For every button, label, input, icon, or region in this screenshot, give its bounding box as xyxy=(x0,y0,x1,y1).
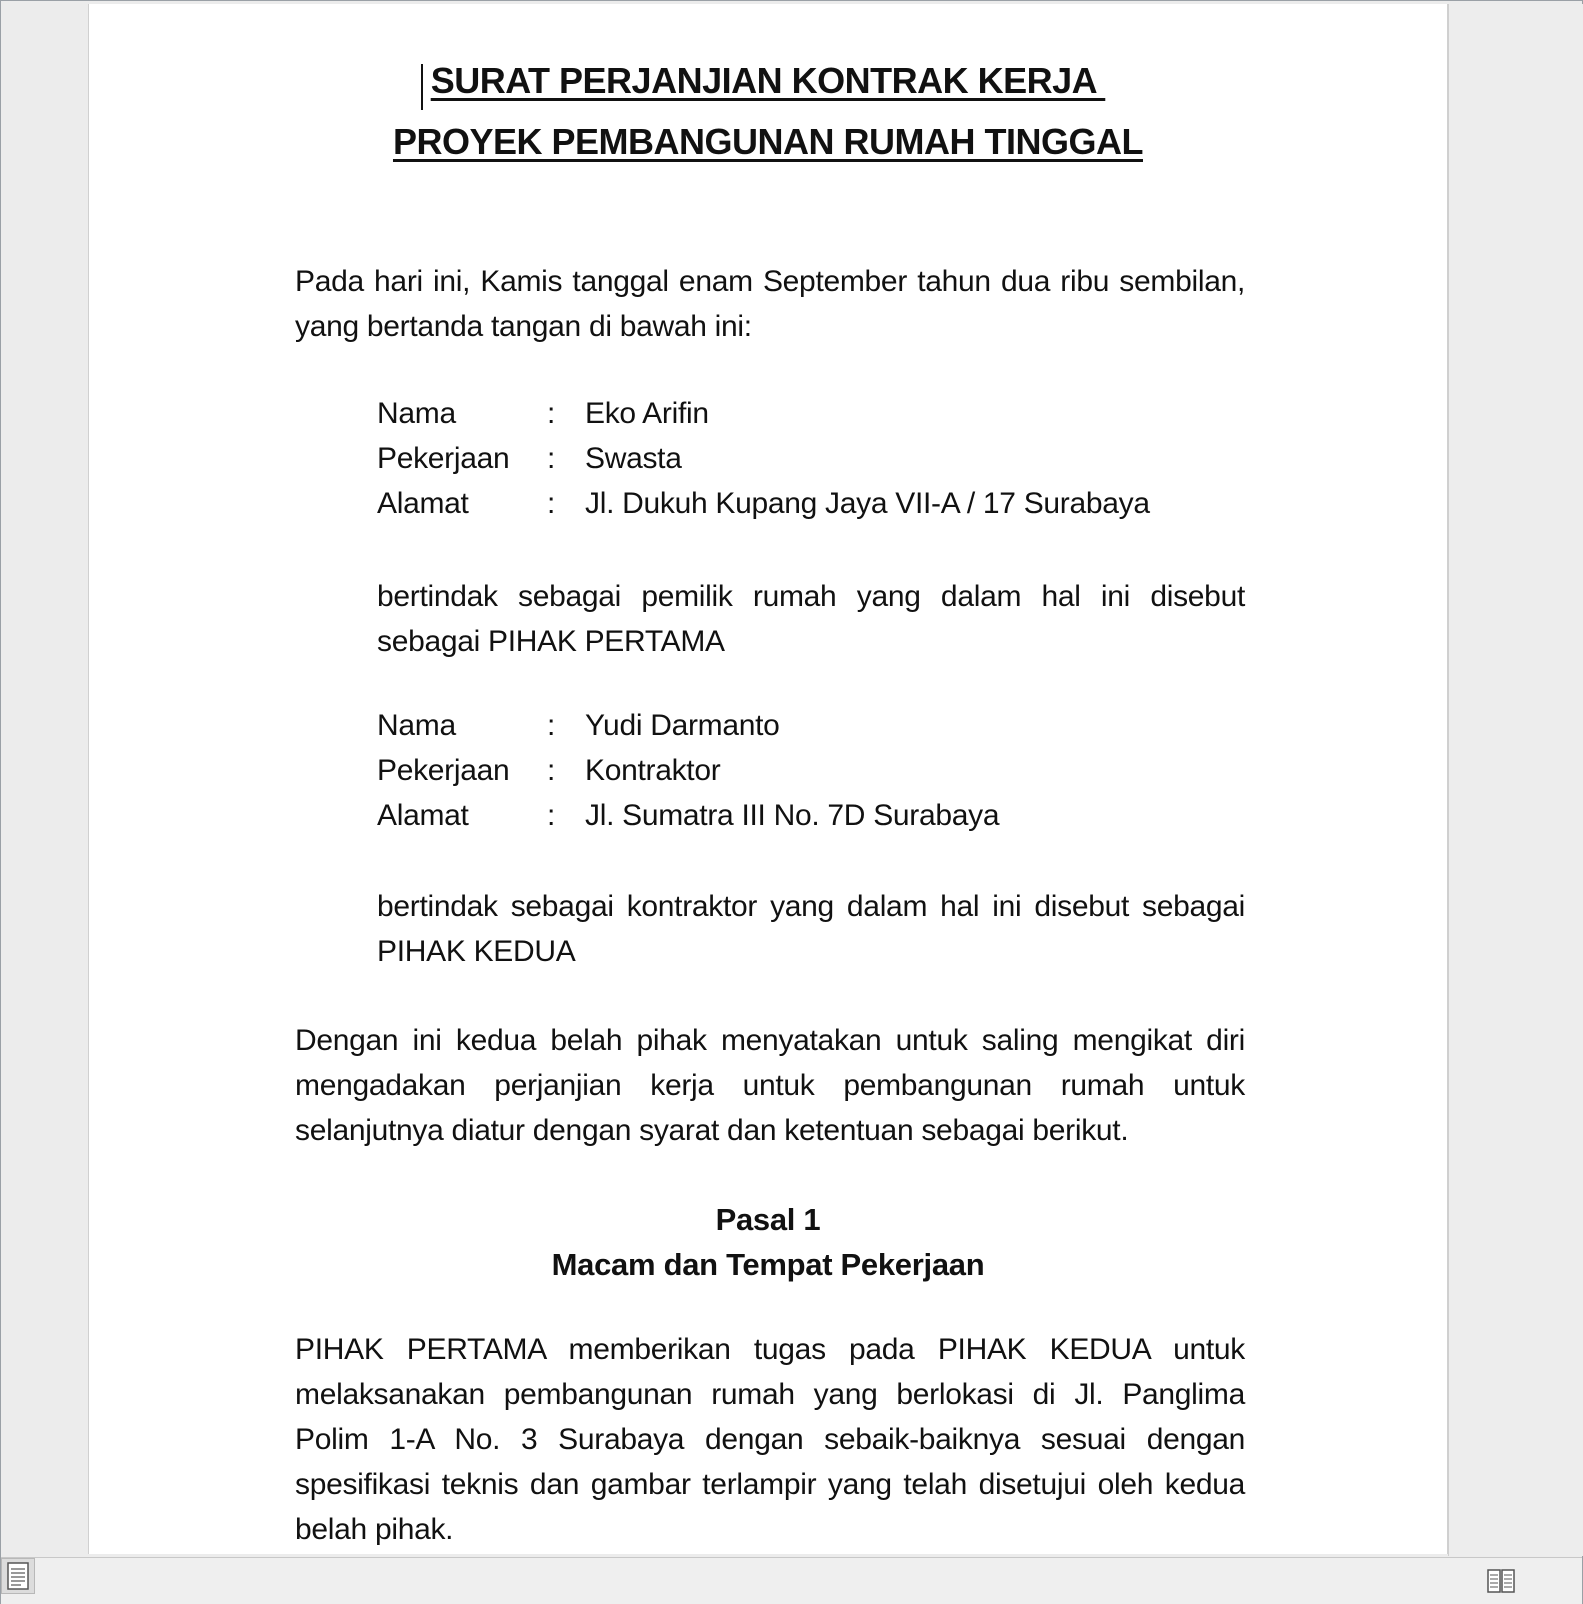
field-value: Kontraktor xyxy=(585,754,721,787)
print-layout-button[interactable] xyxy=(1,1558,35,1594)
field-value: Jl. Sumatra III No. 7D Surabaya xyxy=(585,799,1000,832)
party-2-name-row xyxy=(377,709,999,754)
party-1-details xyxy=(377,397,1150,532)
field-value: Swasta xyxy=(585,442,682,475)
article-number: Pasal 1 xyxy=(715,1202,821,1237)
field-separator: : xyxy=(547,709,556,742)
party-2-occupation-row xyxy=(377,754,999,799)
title-line-1-text: SURAT PERJANJIAN KONTRAK KERJA xyxy=(430,60,1106,101)
field-label: Nama xyxy=(377,709,456,742)
right-margin-area xyxy=(1448,4,1583,1556)
read-mode-icon[interactable] xyxy=(1486,1566,1516,1596)
field-value: Jl. Dukuh Kupang Jaya VII-A / 17 Surabaya xyxy=(585,487,1150,520)
article-body-paragraph: PIHAK PERTAMA memberikan tugas pada PIHAK KEDUA untuk melaksanakan pembangunan rumah yang berlokasi di Jl. Panglima Polim 1-A No. 3 Surabaya dengan sebaik-baiknya sesuai dengan spesifikasi teknis dan gambar terlampir yang telah disetujui oleh kedua belah pihak. xyxy=(295,1333,1245,1546)
document-title-line-1 xyxy=(89,60,1447,102)
party-1-address-row xyxy=(377,487,1150,532)
field-label: Alamat xyxy=(377,799,469,832)
party-1-occupation-row xyxy=(377,442,1150,487)
party-1-name-row xyxy=(377,397,1150,442)
field-label: Nama xyxy=(377,397,456,430)
intro-paragraph: Pada hari ini, Kamis tanggal enam September tahun dua ribu sembilan, yang bertanda tangan di bawah ini: xyxy=(295,265,1245,343)
document-page[interactable] xyxy=(88,4,1448,1554)
field-value: Yudi Darmanto xyxy=(585,709,780,742)
article-title: Macam dan Tempat Pekerjaan xyxy=(551,1247,985,1282)
field-separator: : xyxy=(547,442,556,475)
document-title-line-2 xyxy=(89,121,1447,163)
field-label: Pekerjaan xyxy=(377,754,510,787)
party-1-role-paragraph: bertindak sebagai pemilik rumah yang dalam hal ini disebut sebagai PIHAK PERTAMA xyxy=(377,580,1245,658)
field-separator: : xyxy=(547,397,556,430)
field-value: Eko Arifin xyxy=(585,397,709,430)
field-label: Alamat xyxy=(377,487,469,520)
field-label: Pekerjaan xyxy=(377,442,510,475)
party-2-role-paragraph: bertindak sebagai kontraktor yang dalam hal ini disebut sebagai PIHAK KEDUA xyxy=(377,890,1245,968)
field-separator: : xyxy=(547,799,556,832)
field-separator: : xyxy=(547,754,556,787)
field-separator: : xyxy=(547,487,556,520)
title-line-2-text: PROYEK PEMBANGUNAN RUMAH TINGGAL xyxy=(392,121,1143,162)
closing-paragraph: Dengan ini kedua belah pihak menyatakan untuk saling mengikat diri mengadakan perjanjian kerja untuk pembangunan rumah untuk selanjutnya diatur dengan syarat dan ketentuan sebagai berikut. xyxy=(295,1024,1245,1147)
party-2-address-row xyxy=(377,799,999,844)
status-bar xyxy=(1,1557,1582,1604)
print-layout-icon xyxy=(2,1559,34,1593)
party-2-details xyxy=(377,709,999,844)
